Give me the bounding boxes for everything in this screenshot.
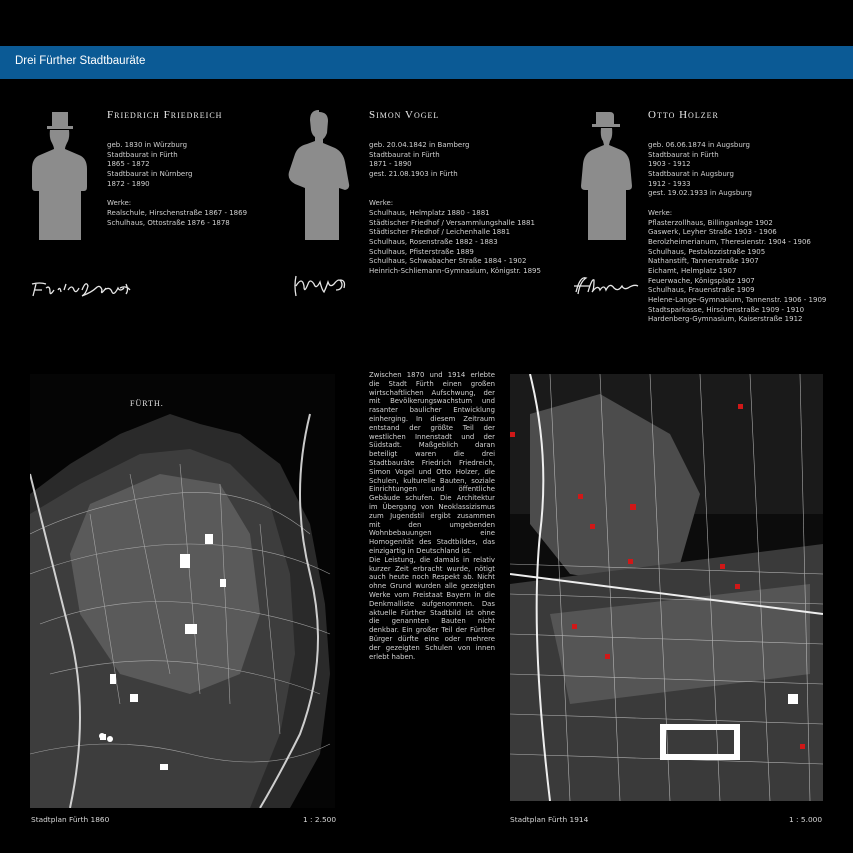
signature-image [290,272,360,302]
person-bio: geb. 1830 in Würzburg Stadtbaurat in Fürth 1865 - 1872 Stadtbaurat in Nürnberg 1872 - 1890 Werke: Realschule, Hirschenstraße 1867 - 1869 Schulhaus, Ottostraße 1876 - 1878 [107,141,248,227]
map-1860-image [30,374,335,808]
person-name: Friedrich Friedreich [107,109,223,121]
header-banner [0,46,853,79]
map-title-label: FÜRTH. [130,399,164,408]
page-title: Drei Fürther Stadtbauräte [15,55,146,67]
map-scale: 1 : 2.500 [303,815,337,824]
map-1914 [510,374,823,801]
map-1860 [30,374,335,808]
person-name: Otto Holzer [648,109,719,121]
portrait-silhouette [283,110,353,240]
map-scale: 1 : 5.000 [789,815,823,824]
signature-image [30,278,140,300]
person-name: Simon Vogel [369,109,440,121]
portrait-silhouette [572,110,637,240]
signature-image [570,272,645,300]
map-caption: Stadtplan Fürth 1860 [31,815,110,824]
person-bio: geb. 06.06.1874 in Augsburg Stadtbaurat in Fürth 1903 - 1912 Stadtbaurat in Augsburg 1912 - 1933 gest. 19.02.1933 in Augsburg Werke: Pflasterzollhaus, Billinganlage 1902 Gaswerk, Leyher Straße 1903 - 1906 Berolzheimerianum, Theresienstr. 1904 - 1906 Schulhaus, Pestalozzistraße 1905 Nathanstift, Tannenstraße 1907 Eichamt, Helmplatz 1907 Feuerwache, Königsplatz 1907 Schulhaus, Frauenstraße 1909 Helene-Lange-Gymnasium, Tannenstr. 1906 - 1909 Stadtsparkasse, Hirschenstraße 1909 - 1910 Hardenberg-Gymnasium, Kaiserstraße 1912 [648,141,827,324]
map-caption: Stadtplan Fürth 1914 [510,815,589,824]
map-1914-image [510,374,823,801]
portrait-silhouette [30,110,90,240]
person-bio: geb. 20.04.1842 in Bamberg Stadtbaurat in Fürth 1871 - 1890 gest. 21.08.1903 in Fürth Werke: Schulhaus, Helmplatz 1880 - 1881 Städtischer Friedhof / Versammlungshalle 1881 Städtischer Friedhof / Leichenhalle 1881 Schulhaus, Rosenstraße 1882 - 1883 Schulhaus, Pfisterstraße 1889 Schulhaus, Schwabacher Straße 1884 - 1902 Heinrich-Schliemann-Gymnasium, Königstr. 1895 [369,141,541,275]
article-text: Zwischen 1870 und 1914 erlebte die Stadt Fürth einen großen wirtschaftlichen Aufschwung, der mit Bevölkerungswachstum und rasanter baulicher Entwicklung einherging. In diesem Zeitraum entstand der größte Teil der westlichen Innenstadt und der Südstadt. Maßgeblich daran beteiligt waren die drei Stadtbauräte Friedrich Friedreich, Simon Vogel und Otto Holzer, die Schulen, kulturelle Bauten, soziale Einrichtungen und öffentliche Gebäude schufen. Die Architektur im Übergang von Neoklassizismus zum Jugendstil ergibt zusammen mit den umgebenden Wohnbebauungen eine Homogenität des Stadtbildes, das einzigartig in Deutschland ist. Die Leistung, die damals in relativ kurzer Zeit erbracht wurde, nötigt auch heute noch Respekt ab. Nicht ohne Grund wurden alle gezeigten Werke vom Freistaat Bayern in die Denkmalliste aufgenommen. Das aktuelle Fürther Stadtbild ist ohne die genannten Bauten nicht denkbar. Ein großer Teil der Fürther Bürger dürfte eine oder mehrere der gezeigten Schulen von innen erlebt haben. [369,371,495,661]
